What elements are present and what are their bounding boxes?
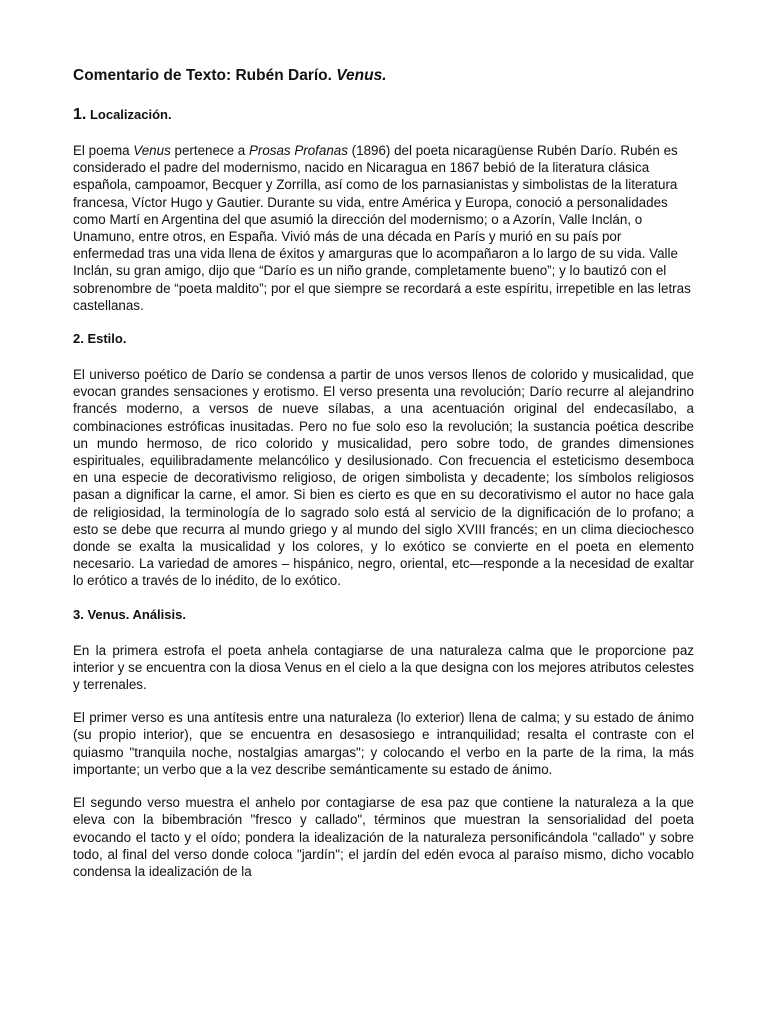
title-main: Comentario de Texto: Rubén Darío.	[73, 67, 337, 84]
text-run: (1896) del poeta nicaragüense Rubén Darío. Rubén es considerado el padre del modernismo, nacido en Nicaragua en 1867 bebió de la literatura clásica española, campoamor, Becquer y Zorrilla, así como de los parnasianistas y simbolistas de la literatura francesa, Víctor Hugo y Gautier. Durante su vida, entre América y Europa, conoció a personalidades como Martí en Argentina del que asumió la dirección del modernismo; o a Azorín, Valle Inclán, o Unamuno, entre otros, en España. Vivió más de una década en París y murió en su país por enfermedad tras una vida llena de éxitos y amarguras que lo acompañaron a lo largo de su vida. Valle Inclán, su gran amigo, dijo que “Darío es un niño grande, completamente bueno”; y lo bautizó con el sobrenombre de “poeta maldito”; por el que siempre se recordará a este espíritu, irrepetible en las letras castellanas.	[73, 143, 691, 313]
text-run: El poema	[73, 143, 134, 158]
paragraph-estilo: El universo poético de Darío se condensa a partir de unos versos llenos de colorido y musicalidad, que evocan grandes sensaciones y erotismo. El verso presenta una revolución; Darío recurre al alejandrino francés moderno, a versos de nueve sílabas, a una acentuación original del endecasílabo, a combinaciones estróficas inusitadas. Pero no fue solo eso la revolución; la sustancia poética describe un mundo hermoso, de rico colorido y musicalidad, pero sobre todo, de grandes dimensiones espirituales, equilibradamente melancólico y desilusionado. Con frecuencia el esteticismo desemboca en una especie de decorativismo religioso, de origen simbolista y decadente; los símbolos religiosos pasan a dignificar la carne, el amor. Si bien es cierto es que en su decorativismo el autor no hace gala de religiosidad, la terminología de lo sagrado solo está al servicio de la dignificación de lo profano; a esto se debe que recurra al mundo griego y al mundo del siglo XVIII francés; en un clima dieciochesco donde se exalta la musicalidad y los colores, y lo exótico se convierte en el poeta en elemento necesario. La variedad de amores – hispánico, negro, oriental, etc—responde a la necesidad de exaltar lo erótico a través de lo inédito, de lo exótico.	[73, 367, 694, 589]
paragraph-analisis-1: En la primera estrofa el poeta anhela contagiarse de una naturaleza calma que le proporcione paz interior y se encuentra con la diosa Venus en el cielo a la que designa con los mejores atributos celestes y terrenales.	[73, 642, 694, 693]
document-page	[73, 66, 694, 896]
text-run: pertenece a	[170, 143, 249, 158]
document-title	[73, 66, 694, 86]
text-run-italic: Venus	[133, 143, 171, 158]
title-italic: Venus.	[336, 67, 387, 84]
section-heading-analisis: 3. Venus. Análisis.	[73, 606, 186, 622]
paragraph-analisis-3: El segundo verso muestra el anhelo por contagiarse de esa paz que contiene la naturaleza a la que eleva con la bibembración "fresco y callado", términos que muestran la sensorialidad del poeta evocando el tacto y el oído; pondera la idealización de la naturaleza personificándola "callado" y sobre todo, al final del verso donde coloca "jardín"; el jardín del edén evoca al paraíso mismo, dicho vocablo condensa la idealización de la	[73, 795, 694, 879]
paragraph-localizacion	[73, 142, 694, 314]
text-run-italic: Prosas Profanas	[248, 143, 348, 158]
section-heading-localizacion	[73, 106, 694, 124]
section-number: 1.	[73, 106, 87, 123]
section-heading-text: Localización.	[86, 107, 172, 122]
section-heading-estilo: 2. Estilo.	[73, 331, 127, 347]
paragraph-analisis-2: El primer verso es una antítesis entre una naturaleza (lo exterior) llena de calma; y su estado de ánimo (su propio interior), que se encuentra en desasosiego e intranquilidad; resalta el contraste con el quiasmo "tranquila noche, nostalgias amargas"; y colocando el verbo en la parte de la rima, la más importante; un verbo que a la vez describe semánticamente su estado de ánimo.	[73, 710, 694, 777]
